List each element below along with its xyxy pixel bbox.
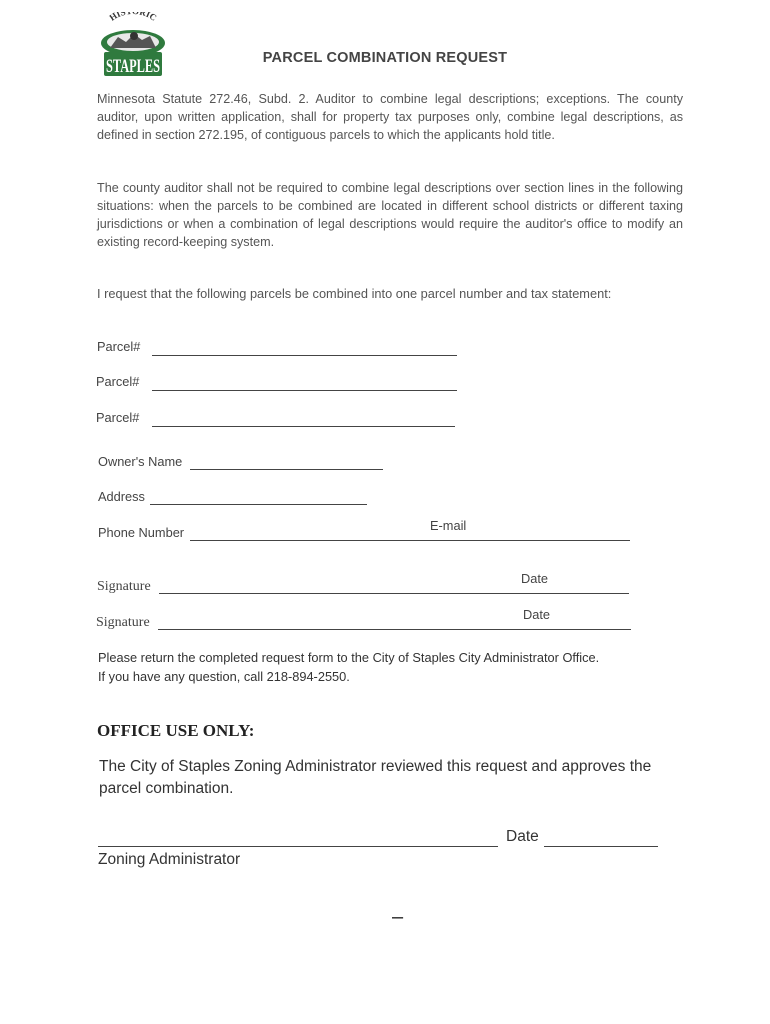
request-text: I request that the following parcels be combined into one parcel number and tax statement: bbox=[97, 286, 612, 301]
return-instructions: Please return the completed request form to the City of Staples City Administrator Office. bbox=[98, 650, 600, 665]
statute-paragraph: Minnesota Statute 272.46, Subd. 2. Auditor to combine legal descriptions; exceptions. The county auditor, upon written application, shall for property tax purposes only, combine legal descriptions, as defined in section 272.195, of contiguous parcels to which the applicants hold title. bbox=[97, 92, 683, 142]
parcel-label-2: Parcel# bbox=[96, 374, 140, 389]
owner-name-label: Owner's Name bbox=[98, 454, 183, 469]
parcel-field-3[interactable] bbox=[152, 426, 455, 427]
parcel-label-1: Parcel# bbox=[97, 339, 141, 354]
phone-label: Phone Number bbox=[98, 525, 185, 540]
office-use-heading: OFFICE USE ONLY: bbox=[97, 721, 255, 740]
date-label-2: Date bbox=[523, 607, 551, 622]
parcel-field-1[interactable] bbox=[152, 355, 457, 356]
address-field[interactable] bbox=[150, 504, 367, 505]
owner-name-field[interactable] bbox=[190, 469, 383, 470]
administrator-signature-field[interactable] bbox=[98, 846, 498, 847]
email-label: E-mail bbox=[430, 518, 467, 533]
parcel-label-3: Parcel# bbox=[96, 410, 140, 425]
office-use-statement: The City of Staples Zoning Administrator reviewed this request and approves the parcel combination. bbox=[99, 758, 652, 797]
date-label-1: Date bbox=[521, 571, 549, 586]
office-date-label: Date bbox=[506, 828, 539, 845]
phone-email-field[interactable] bbox=[190, 540, 630, 541]
signature-field-1[interactable] bbox=[159, 593, 629, 594]
staples-logo bbox=[96, 12, 170, 80]
footer-mark: – bbox=[392, 906, 404, 928]
parcel-field-2[interactable] bbox=[152, 390, 457, 391]
logo-graphic bbox=[96, 12, 170, 80]
logo-bottom-text: STAPLES bbox=[106, 56, 160, 77]
address-label: Address bbox=[98, 489, 145, 504]
signature-field-2[interactable] bbox=[158, 629, 631, 630]
zoning-administrator-label: Zoning Administrator bbox=[98, 851, 241, 868]
signature-label-2: Signature bbox=[96, 615, 150, 630]
page-title: PARCEL COMBINATION REQUEST bbox=[262, 50, 508, 66]
office-date-field[interactable] bbox=[544, 846, 658, 847]
logo-top-text: HIS RIC bbox=[107, 12, 159, 23]
contact-phone-text: If you have any question, call 218-894-2550. bbox=[98, 669, 350, 684]
signature-label-1: Signature bbox=[97, 579, 151, 594]
exception-paragraph: The county auditor shall not be required to combine legal descriptions over section lines in the following situations: when the parcels to be combined are located in different school districts or different taxing jurisdictions or when a combination of legal descriptions would require the auditor's office to modify an existing record-keeping system. bbox=[97, 181, 683, 249]
